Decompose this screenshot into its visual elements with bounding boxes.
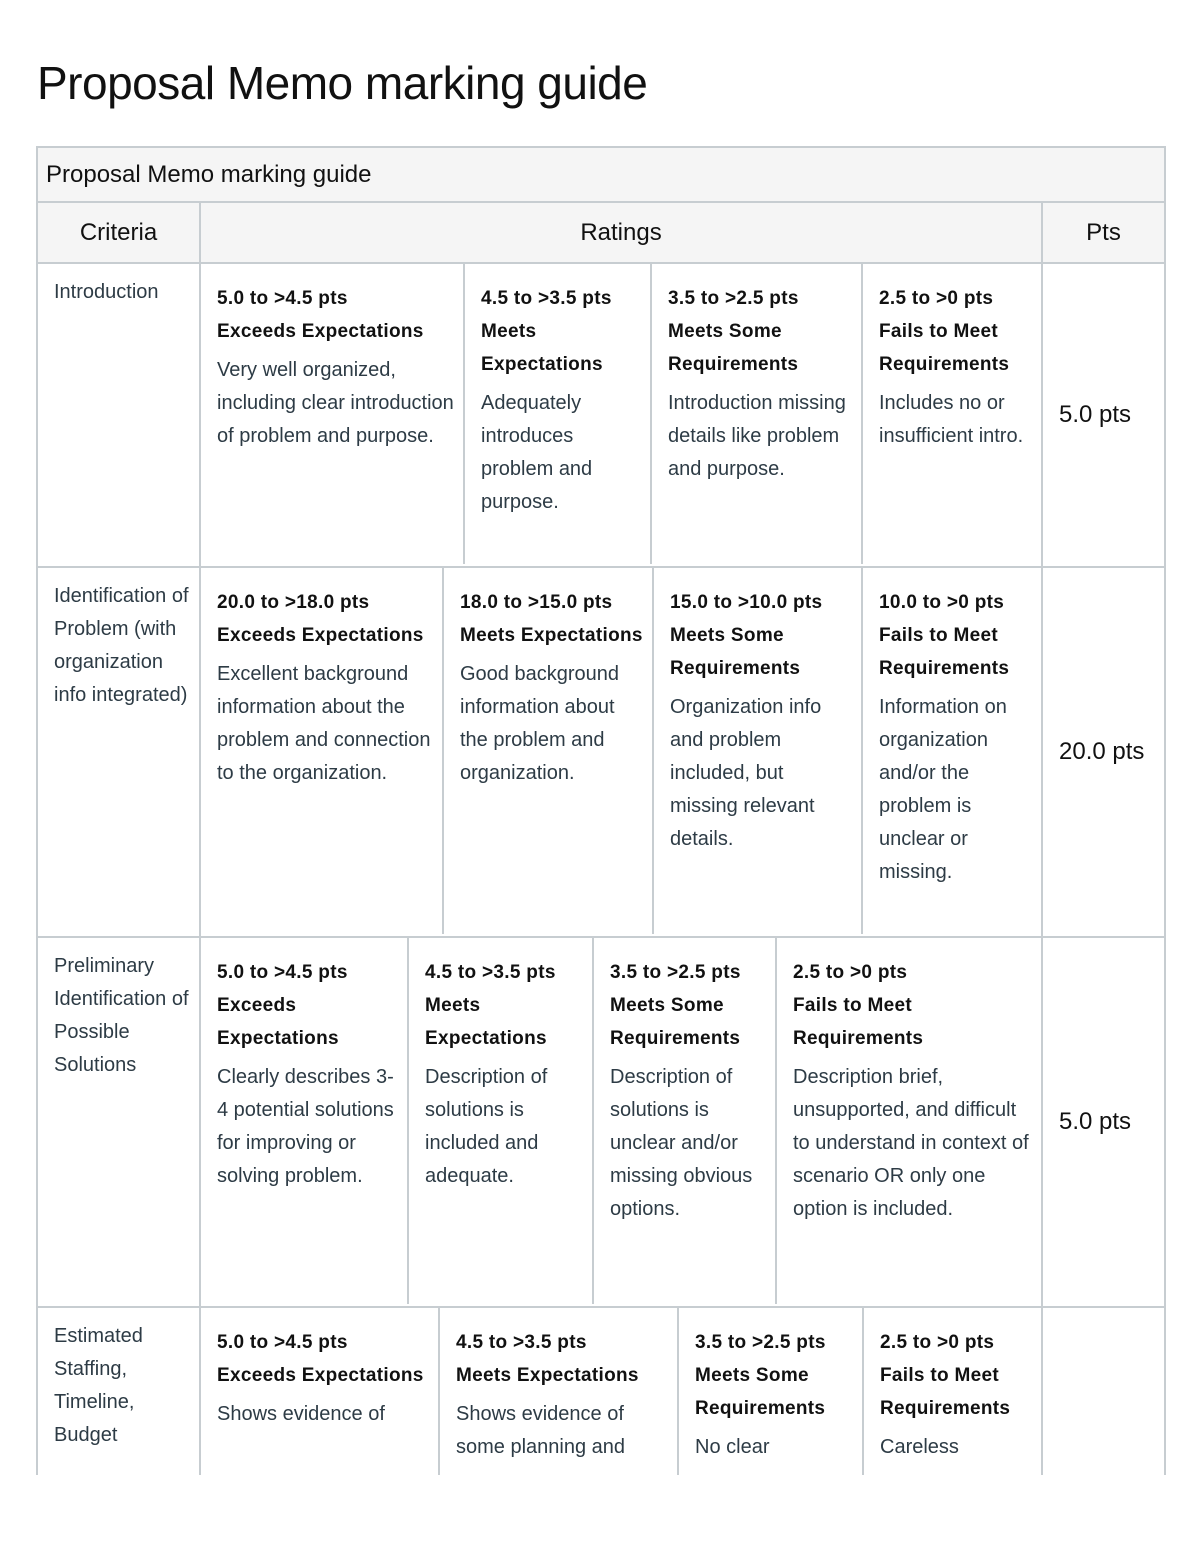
rating-cell	[407, 938, 592, 1304]
rating-title: Fails to Meet Requirements	[879, 625, 1010, 679]
rating-title: Meets Expectations	[456, 1365, 639, 1386]
criterion-points: 5.0 pts	[1042, 937, 1165, 1307]
ratings-header: Ratings	[200, 202, 1042, 263]
rating-range: 3.5 to >2.5 pts	[610, 962, 741, 983]
rating-range: 10.0 to >0 pts	[879, 592, 1005, 613]
ratings-group	[200, 567, 1042, 937]
criterion-row	[37, 937, 1165, 1307]
rating-description: Excellent background information about the problem and connection to the organization.	[217, 663, 431, 784]
rating-title: Meets Some Requirements	[695, 1365, 826, 1419]
rating-description: Very well organized, including clear introduction of problem and purpose.	[217, 359, 454, 447]
rating-range: 5.0 to >4.5 pts	[217, 1332, 348, 1353]
criterion-points: 20.0 pts	[1042, 567, 1165, 937]
rating-description: Description brief, unsupported, and difficult to understand in context of scenario OR only one option is included.	[793, 1066, 1029, 1220]
criterion-name: Estimated Staffing, Timeline, Budget	[37, 1307, 200, 1507]
rating-description: Includes no or insufficient intro.	[879, 392, 1024, 447]
rating-description: Adequately introduces problem and purpose.	[481, 392, 593, 513]
rating-range: 18.0 to >15.0 pts	[460, 592, 613, 613]
rating-description: Shows evidence of	[217, 1403, 385, 1425]
rating-cell	[201, 938, 407, 1304]
rating-range: 5.0 to >4.5 pts	[217, 962, 348, 983]
rating-title: Meets Some Requirements	[610, 995, 741, 1049]
page-title: Proposal Memo marking guide	[37, 57, 648, 109]
rating-cell	[442, 568, 652, 934]
rating-range: 20.0 to >18.0 pts	[217, 592, 370, 613]
rating-cell	[592, 938, 775, 1304]
rating-description: Good background information about the problem and organization.	[460, 663, 620, 784]
rating-description: No clear	[695, 1436, 770, 1458]
criterion-name: Identification of Problem (with organization info integrated)	[37, 567, 200, 937]
rating-description: Shows evidence of some planning and	[456, 1403, 626, 1458]
page-bottom-mask	[0, 1475, 1200, 1553]
rating-title: Fails to Meet Requirements	[880, 1365, 1011, 1419]
rating-cell	[861, 264, 1041, 564]
table-caption: Proposal Memo marking guide	[37, 147, 1165, 202]
rating-cell	[201, 568, 442, 934]
rating-title: Meets Expectations	[481, 321, 603, 375]
ratings-group	[200, 263, 1042, 567]
rating-title: Exceeds Expectations	[217, 625, 424, 646]
rating-description: Careless	[880, 1436, 959, 1458]
rating-title: Meets Expectations	[425, 995, 547, 1049]
criterion-points: 5.0 pts	[1042, 263, 1165, 567]
rating-range: 4.5 to >3.5 pts	[425, 962, 556, 983]
rating-title: Meets Expectations	[460, 625, 643, 646]
rating-range: 3.5 to >2.5 pts	[695, 1332, 826, 1353]
criterion-row	[37, 567, 1165, 937]
rating-cell	[463, 264, 650, 564]
rating-title: Meets Some Requirements	[670, 625, 801, 679]
criterion-name: Introduction	[37, 263, 200, 567]
rating-range: 15.0 to >10.0 pts	[670, 592, 823, 613]
rating-range: 5.0 to >4.5 pts	[217, 288, 348, 309]
rating-cell	[652, 568, 861, 934]
rubric-table	[36, 146, 1166, 1508]
rating-title: Exceeds Expectations	[217, 995, 339, 1049]
rating-range: 3.5 to >2.5 pts	[668, 288, 799, 309]
rating-cell	[650, 264, 861, 564]
rating-range: 2.5 to >0 pts	[879, 288, 994, 309]
criterion-row	[37, 263, 1165, 567]
rating-description: Organization info and problem included, but missing relevant details.	[670, 696, 822, 850]
rating-description: Clearly describes 3-4 potential solutions for improving or solving problem.	[217, 1066, 394, 1187]
criterion-name: Preliminary Identification of Possible Solutions	[37, 937, 200, 1307]
rating-range: 4.5 to >3.5 pts	[456, 1332, 587, 1353]
rating-cell	[861, 568, 1041, 934]
rating-cell	[201, 264, 463, 564]
criteria-header: Criteria	[37, 202, 200, 263]
rating-title: Fails to Meet Requirements	[793, 995, 924, 1049]
rating-title: Exceeds Expectations	[217, 1365, 424, 1386]
rating-title: Meets Some Requirements	[668, 321, 799, 375]
rating-title: Exceeds Expectations	[217, 321, 424, 342]
rating-description: Description of solutions is unclear and/or missing obvious options.	[610, 1066, 753, 1220]
rating-description: Description of solutions is included and adequate.	[425, 1066, 548, 1187]
pts-header: Pts	[1042, 202, 1165, 263]
rating-range: 2.5 to >0 pts	[793, 962, 908, 983]
rating-range: 2.5 to >0 pts	[880, 1332, 995, 1353]
rating-range: 4.5 to >3.5 pts	[481, 288, 612, 309]
rating-description: Introduction missing details like problem and purpose.	[668, 392, 846, 480]
rating-cell	[775, 938, 1041, 1304]
ratings-group	[200, 937, 1042, 1307]
rating-title: Fails to Meet Requirements	[879, 321, 1010, 375]
rating-description: Information on organization and/or the problem is unclear or missing.	[879, 696, 1007, 883]
